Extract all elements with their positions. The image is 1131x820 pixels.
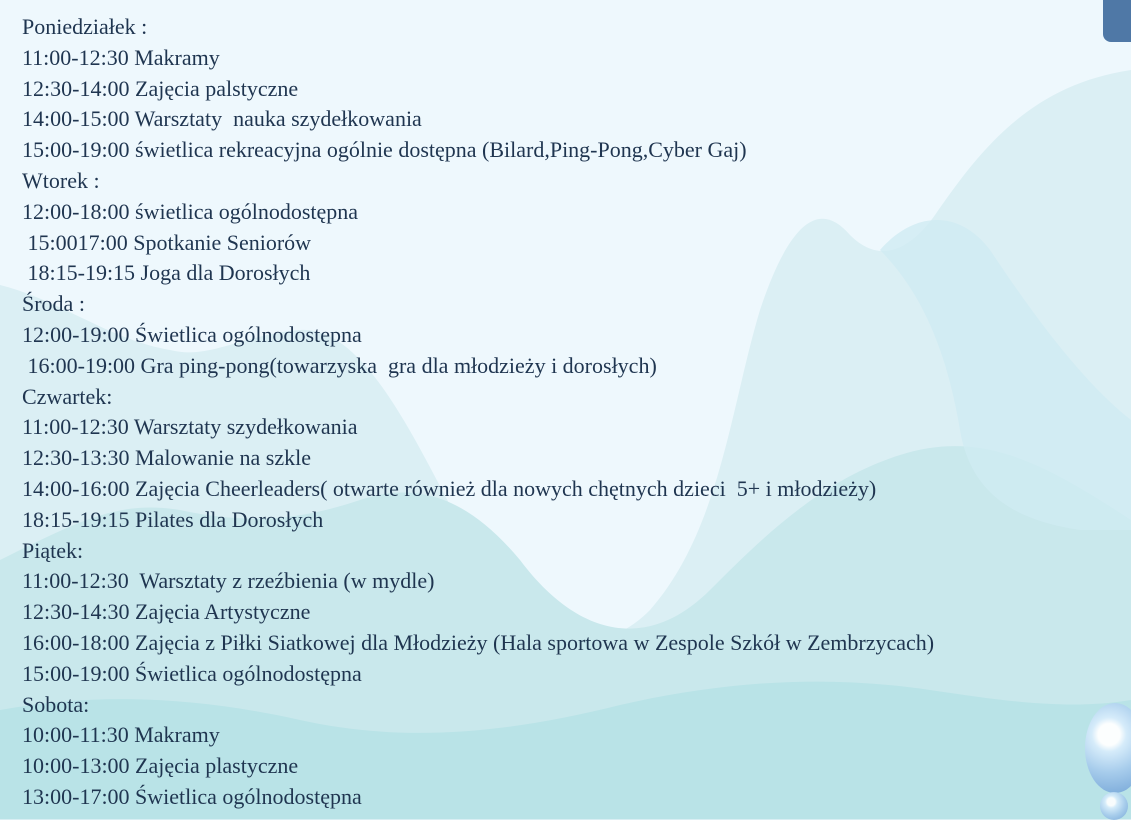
schedule-entry: 12:00-18:00 świetlica ogólnodostępna: [22, 198, 359, 224]
schedule-entry: 18:15-19:15 Pilates dla Dorosłych: [22, 506, 324, 532]
thursday-section: [22, 382, 1112, 536]
schedule-entry: 14:00-16:00 Zajęcia Cheerleaders( otwarte również dla nowych chętnych dzieci 5+ i młodzieży): [22, 475, 877, 501]
monday-heading: Poniedziałek :: [22, 14, 148, 39]
tuesday-heading: Wtorek :: [22, 167, 100, 193]
schedule-entry: 16:00-19:00 Gra ping-pong(towarzyska gra dla młodzieży i dorosłych): [22, 352, 657, 378]
schedule-entry: 10:00-13:00 Zajęcia plastyczne: [22, 753, 299, 779]
saturday-heading: Sobota:: [22, 691, 90, 717]
schedule-entry: 11:00-12:30 Warsztaty z rzeźbienia (w mydle): [22, 568, 435, 594]
schedule-entry: 15:00-19:00 Świetlica ogólnodostępna: [22, 660, 362, 686]
tuesday-section: [22, 166, 1112, 289]
schedule-entry: 10:00-11:30 Makramy: [22, 722, 220, 748]
schedule-entry: 11:00-12:30 Makramy: [22, 44, 220, 70]
schedule-entry: 12:30-13:30 Malowanie na szkle: [22, 445, 311, 471]
schedule-entry: 12:30-14:00 Zajęcia palstyczne: [22, 75, 299, 101]
friday-section: [22, 536, 1112, 690]
wednesday-section: [22, 289, 1112, 381]
schedule-entry: 16:00-18:00 Zajęcia z Piłki Siatkowej dla Młodzieży (Hala sportowa w Zespole Szkół w Zembrzycach): [22, 629, 935, 655]
schedule-entry: 14:00-15:00 Warsztaty nauka szydełkowania: [22, 106, 422, 132]
saturday-section: [22, 690, 1112, 813]
schedule-entry: 12:00-19:00 Świetlica ogólnodostępna: [22, 321, 362, 347]
monday-section: [22, 12, 1112, 166]
friday-heading: Piątek:: [22, 537, 84, 563]
thursday-heading: Czwartek:: [22, 383, 113, 409]
schedule-entry: 13:00-17:00 Świetlica ogólnodostępna: [22, 783, 362, 809]
schedule-entry: 11:00-12:30 Warsztaty szydełkowania: [22, 414, 358, 440]
schedule-entry: 15:0017:00 Spotkanie Seniorów: [22, 229, 312, 255]
weekly-schedule: [22, 12, 1112, 813]
schedule-entry: 18:15-19:15 Joga dla Dorosłych: [22, 260, 311, 286]
schedule-entry: 12:30-14:30 Zajęcia Artystyczne: [22, 599, 311, 625]
wednesday-heading: Środa :: [22, 291, 85, 317]
schedule-entry: 15:00-19:00 świetlica rekreacyjna ogólnie dostępna (Bilard,Ping-Pong,Cyber Gaj): [22, 137, 747, 163]
